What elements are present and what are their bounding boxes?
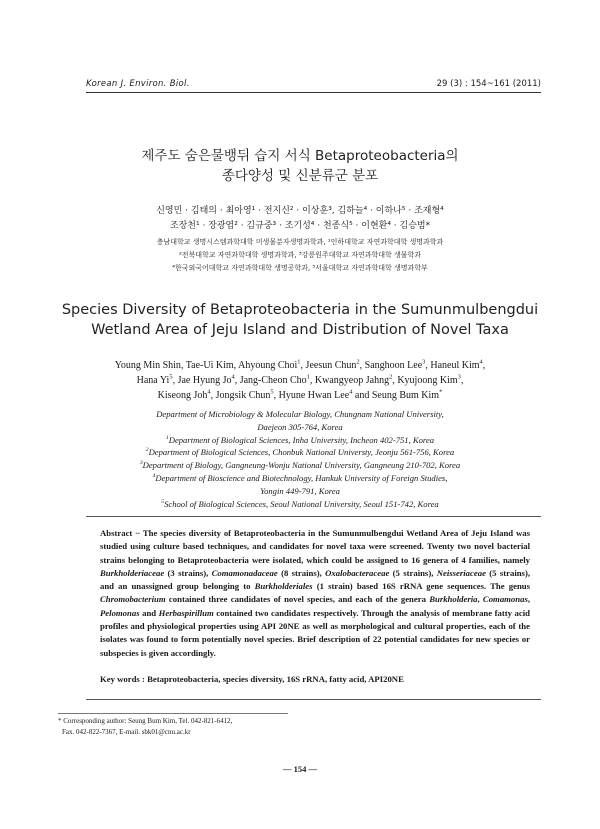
affiliation-mark: 4 — [152, 473, 156, 480]
author-name: Kwangyeop Jahng — [314, 375, 390, 386]
abstract-text: (1 strain) based 16S rRNA gene sequences. The genus — [312, 581, 530, 592]
korean-title — [60, 146, 540, 186]
running-header — [86, 79, 541, 89]
author-affiliation-mark: 2 — [356, 358, 360, 366]
footnote-line: Fax. 042-822-7367, E-mail. sbk01@cnu.ac.kr — [62, 728, 191, 736]
korean-authors-line: 조장천¹ · 장광엽² · 김규중³ · 조기성⁴ · 천종식⁵ · 이현환⁴ · 김승범* — [169, 220, 431, 231]
english-affiliations — [80, 408, 520, 510]
affiliation-line: Daejeon 305-764, Korea — [257, 421, 343, 432]
abstract-text: − The species diversity of Betaproteobacteria in the Sumunmulbengdui Wetland Area of Jeju Island was studied using culture based techniques, and candidates for novel taxa were screened. Twenty two novel bacterial strains belonging to Betaproteobacteria were isolated, which could be assigned to 16 genera of 4 families, namely — [100, 528, 530, 565]
taxon-name: Comamonas — [482, 594, 528, 605]
author-affiliation-mark: 1 — [297, 358, 301, 366]
corresponding-author-footnote — [58, 716, 358, 738]
english-title — [60, 300, 540, 340]
taxon-name: Chromobacterium — [100, 594, 166, 605]
abstract-text: , — [477, 594, 483, 605]
korean-title-line: 제주도 숨은물뱅뒤 습지 서식 Betaproteobacteria의 — [141, 148, 459, 164]
korean-authors-line: 신영민 · 김태의 · 최아영¹ · 전지신² · 이상훈³, 김하늘⁴ · 이하나⁵ · 조재형⁴ — [156, 206, 444, 216]
author-name: Jang-Cheon Cho — [239, 375, 307, 386]
author-affiliation-mark: * — [439, 388, 443, 396]
korean-affiliation-line: ²전북대학교 자연과학대학 생명과학과, ³강릉원주대학교 자연과학대학 생물학과 — [178, 251, 422, 259]
taxon-name: Herbaspirillum — [158, 607, 214, 618]
english-title-line: Species Diversity of Betaproteobacteria in the Sumunmulbengdui — [61, 302, 539, 318]
taxon-name: Neisseriaceae — [436, 567, 486, 578]
page-number: — 154 — — [283, 764, 317, 774]
korean-affiliation-line: 충남대학교 생명시스템과학대학 미생물분자생명과학과, ¹인하대학교 자연과학대학 생명과학과 — [156, 238, 444, 246]
author-name: Hyune Hwan Lee — [278, 390, 350, 401]
author-affiliation-mark: 2 — [389, 373, 393, 381]
taxon-name: Burkholderiales — [254, 581, 313, 592]
author-name: Jae Hyung Jo — [177, 375, 232, 386]
korean-title-line: 종다양성 및 신분류군 분포 — [221, 168, 379, 184]
abstract-text: and — [139, 607, 159, 618]
abstract-text: (5 strains), and an unassigned group belonging to — [100, 567, 531, 592]
author-name: Kyujoong Kim — [397, 375, 458, 386]
affiliation-mark: 2 — [145, 447, 149, 454]
author-name: Jeesun Chun — [305, 360, 357, 371]
abstract-text: (3 strains), — [164, 567, 212, 578]
citation: 29 (3) : 154~161 (2011) — [436, 79, 541, 89]
abstract-text: contained two candidates respectively. Through the analysis of membrane fatty acid profiles and physiological properties using API 20NE as well as morphological and cultural properties, each of the isolates was found to form potentially novel species. Brief description of 22 potential candidates for new species or subspecies is given accordingly. — [100, 607, 531, 658]
english-title-line: Wetland Area of Jeju Island and Distribution of Novel Taxa — [91, 322, 509, 338]
abstract-bottom-divider — [86, 699, 541, 700]
author-affiliation-mark: 4 — [349, 388, 353, 396]
taxon-name: Oxalobacteraceae — [325, 567, 390, 578]
author-name: Young Min Shin — [114, 360, 181, 371]
abstract-text: contained three candidates of novel species, and each of the genera — [165, 594, 430, 605]
author-name: Kiseong Joh — [157, 390, 208, 401]
affiliation-mark: 1 — [165, 434, 169, 441]
author-affiliation-mark: 5 — [169, 373, 173, 381]
author-affiliation-mark: 1 — [306, 373, 310, 381]
taxon-name: Pelomonas — [100, 607, 140, 618]
korean-authors — [60, 204, 540, 233]
affiliation-line: $^4$Department of Bioscience and Biotechnology, Hankuk University of Foreign Studies, — [152, 472, 448, 483]
affiliation-line: $^5$School of Biological Sciences, Seoul National University, Seoul 151-742, Korea — [161, 498, 439, 509]
affiliation-mark: 3 — [139, 460, 143, 467]
header-divider — [86, 92, 541, 93]
author-affiliation-mark: 5 — [270, 388, 274, 396]
author-affiliation-mark: 4 — [207, 388, 211, 396]
author-name: Sanghoon Lee — [364, 360, 423, 371]
keywords-label: Key words — [100, 674, 140, 684]
abstract — [100, 527, 530, 660]
abstract-text: , — [527, 594, 530, 605]
affiliation-line: $^3$Department of Biology, Gangneung-Wonju National University, Gangneung 210-702, Korea — [139, 460, 461, 471]
taxon-name: Burkholderiaceae — [100, 567, 165, 578]
affiliation-line: $^1$Department of Biological Sciences, Inha University, Incheon 402-751, Korea — [165, 434, 435, 445]
abstract-text: (5 strains), — [389, 567, 437, 578]
affiliation-line: Department of Microbiology & Molecular Biology, Chungnam National University, — [156, 409, 444, 419]
affiliation-line: $^2$Department of Biological Sciences, Chonbuk National Universty, Jeonju 561-756, Korea — [145, 447, 455, 458]
author-name: Ahyoung Choi — [238, 360, 298, 371]
author-name: Haneul Kim — [430, 360, 480, 371]
english-authors: Young Min Shin, Tae-Ui Kim, Ahyoung Choi$^1$, Jeesun Chun$^2$, Sanghoon Lee$^3$, Haneul Kim$^4$, Hana Yi$^5$, Jae Hyung Jo$^4$, Jang-Cheon Cho$^1$, Kwangyeop Jahng$^2$, Kyujoong Kim$^3$, Kiseong Joh$^4$, Jongsik Chun$^5$, Hyune Hwan Lee$^4$ and Seung Bum Kim* — [114, 358, 486, 401]
footnote-divider — [58, 713, 288, 714]
korean-affiliations — [60, 236, 540, 275]
taxon-name: Burkholderia — [429, 594, 478, 605]
author-affiliation-mark: 4 — [231, 373, 235, 381]
keywords-text: : Betaproteobacteria, species diversity, 16S rRNA, fatty acid, API20NE — [139, 674, 404, 684]
keywords — [100, 674, 530, 684]
author-name: Hana Yi — [136, 375, 170, 386]
abstract-text: (8 strains), — [277, 567, 326, 578]
author-affiliation-mark: 4 — [479, 358, 483, 366]
author-name: Tae-Ui Kim — [185, 360, 234, 371]
abstract-top-divider — [86, 516, 541, 517]
footnote-line: * Corresponding author: Seung Bum Kim, Tel. 042-821-6412, — [58, 717, 233, 725]
abstract-label: Abstract — [100, 528, 133, 538]
author-name: Jongsik Chun — [215, 390, 271, 401]
author-affiliation-mark: 3 — [457, 373, 461, 381]
journal-name: Korean J. Environ. Biol. — [86, 79, 190, 89]
korean-affiliation-line: ⁴한국외국어대학교 자연과학대학 생명공학과, ⁵서울대학교 자연과학대학 생명과학부 — [172, 264, 428, 272]
affiliation-mark: 5 — [161, 498, 165, 505]
taxon-name: Comamonadaceae — [211, 567, 278, 578]
affiliation-line: Yongin 449-791, Korea — [260, 485, 340, 496]
author-name: Seung Bum Kim — [371, 390, 440, 401]
author-affiliation-mark: 3 — [422, 358, 426, 366]
